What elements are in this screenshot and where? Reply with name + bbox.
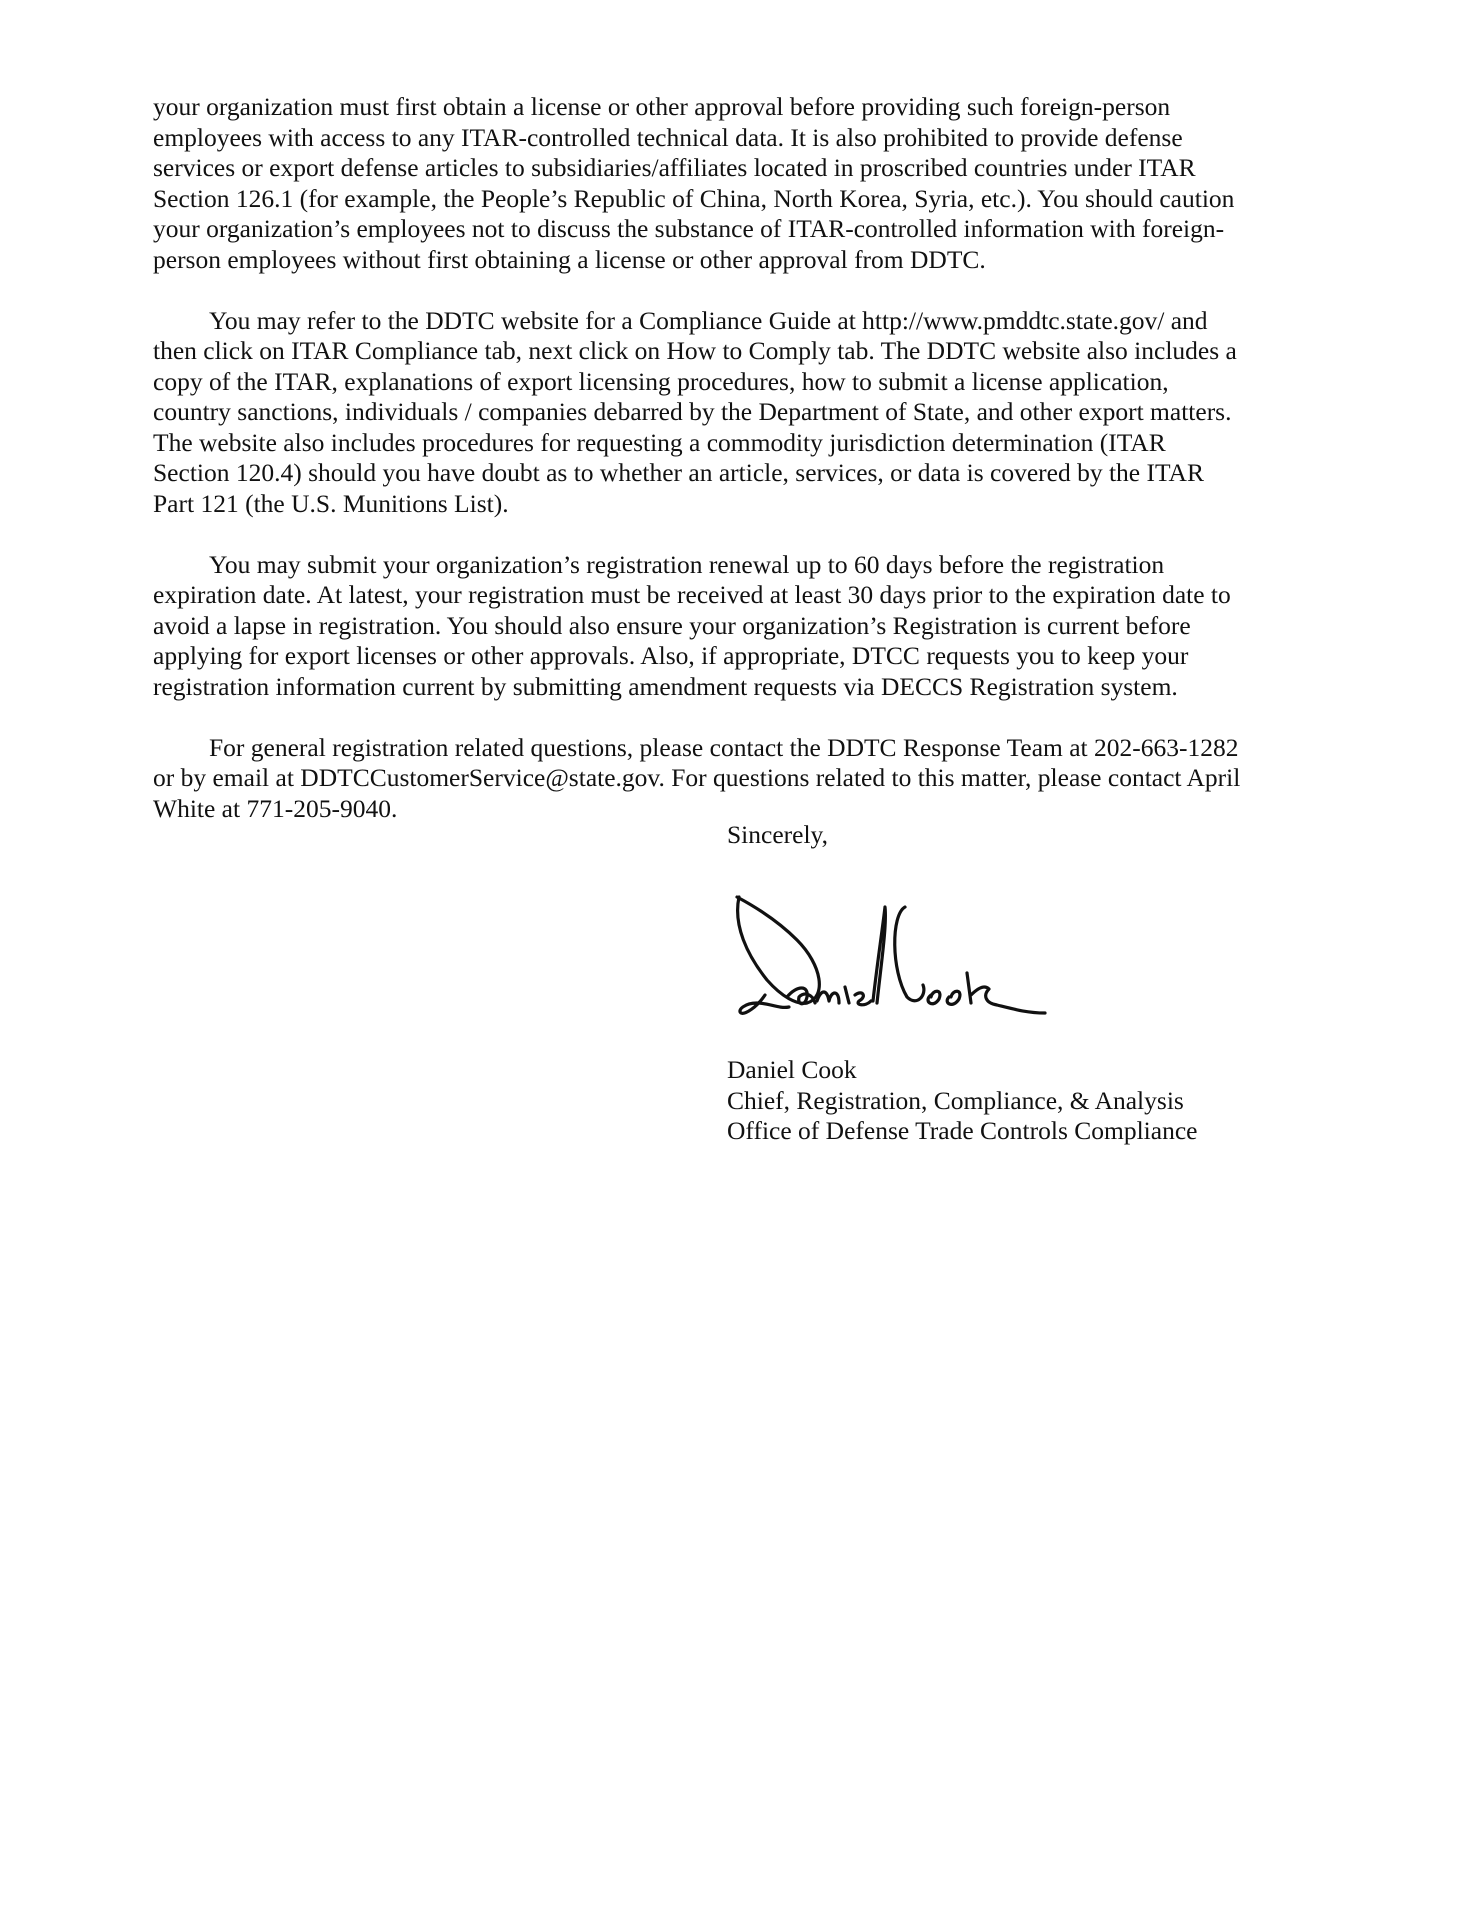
signer-name: Daniel Cook: [727, 1055, 857, 1084]
paragraph-registration-renewal: You may submit your organization’s registration renewal up to 60 days before the registration expiration date. At latest, your registration must be received at least 30 days prior to the expiration date to avoid a lapse in registration. You should also ensure your organization’s Registration is current before applying for export licenses or other approvals. Also, if appropriate, DTCC requests you to keep your registration information current by submitting amendment requests via DECCS Registration system.: [153, 549, 1231, 701]
closing-salutation: Sincerely,: [727, 820, 829, 849]
handwritten-signature: [727, 885, 1067, 1035]
signer-title: Chief, Registration, Compliance, & Analysis: [727, 1085, 1184, 1115]
paragraph-contact-info: For general registration related questions, please contact the DDTC Response Team at 202-663-1282 or by email at DDTCCustomerService@state.gov. For questions related to this matter, please contact April White at 771-205-9040.: [153, 732, 1241, 823]
paragraph-compliance-guide: You may refer to the DDTC website for a Compliance Guide at http://www.pmddtc.state.gov/ and then click on ITAR Compliance tab, next click on How to Comply tab. The DDTC website also includes a copy of the ITAR, explanations of export licensing procedures, how to submit a license application, country sanctions, individuals / companies debarred by the Department of State, and other export matters. The website also includes procedures for requesting a commodity jurisdiction determination (ITAR Section 120.4) should you have doubt as to whether an article, services, or data is covered by the ITAR Part 121 (the U.S. Munitions List).: [153, 305, 1237, 518]
letter-body: [153, 92, 1333, 824]
paragraph-continuation: your organization must first obtain a license or other approval before providing such foreign-person employees with access to any ITAR-controlled technical data. It is also prohibited to provide defense services or export defense articles to subsidiaries/affiliates located in proscribed countries under ITAR Section 126.1 (for example, the People’s Republic of China, North Korea, Syria, etc.). You should caution your organization’s employees not to discuss the substance of ITAR-controlled information with foreign- person employees without first obtaining a license or other approval from DDTC.: [153, 92, 1235, 274]
signer-info: [727, 1055, 1197, 1147]
signer-office: Office of Defense Trade Controls Compliance: [727, 1116, 1198, 1145]
